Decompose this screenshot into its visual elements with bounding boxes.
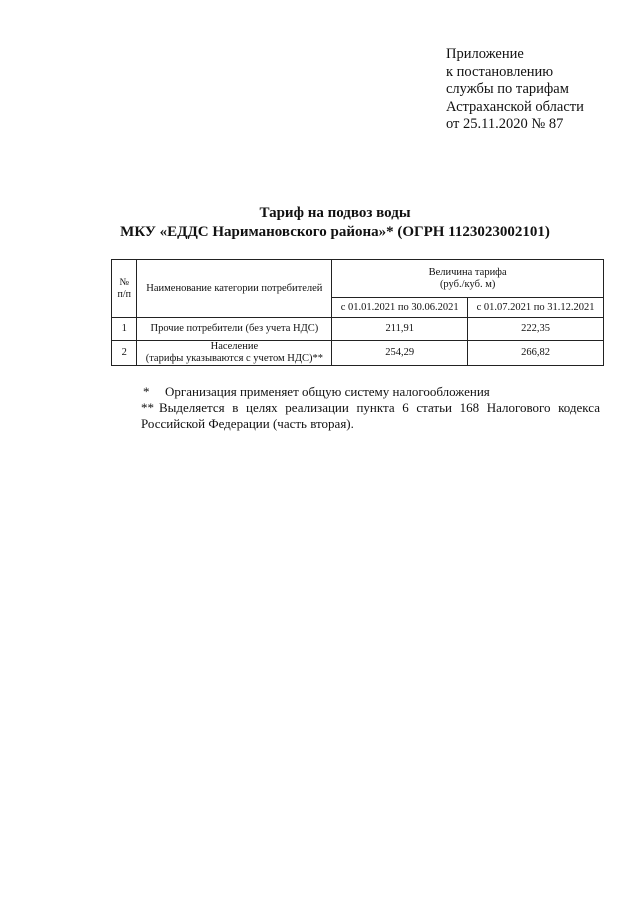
row-category: Прочие потребители (без учета НДС) [137,318,332,341]
header-num [112,260,137,318]
appendix-line: Приложение [446,46,524,62]
header-tariff [332,260,604,298]
footnote [113,384,600,400]
row-value-period-2: 266,82 [468,341,604,366]
header-tariff-line1: Величина тарифа [428,266,507,278]
appendix-line: к постановлению [446,63,554,80]
tariff-table [111,259,604,366]
footnote-text: Выделяется в целях реализации пункта 6 статьи 168 Налогового кодекса Российской Федерации (часть вторая). [141,400,600,431]
footnote [113,400,600,432]
appendix-line: службы по тарифам [446,81,569,97]
footnote-mark: ** [141,400,154,415]
header-period-2: с 01.07.2021 по 31.12.2021 [468,298,604,318]
row-num: 1 [112,318,137,341]
header-category: Наименование категории потребителей [137,260,332,318]
footnote-text: Организация применяет общую систему налогообложения [165,384,490,399]
footnote-mark: * [143,384,150,399]
table-row [112,341,604,366]
row-value-period-2: 222,35 [468,318,604,341]
table-row [112,318,604,341]
table-header-row [112,260,604,298]
appendix-block [446,46,584,134]
header-num-line2: п/п [117,288,131,300]
header-period-1: с 01.01.2021 по 30.06.2021 [332,298,468,318]
row-category-line2: (тарифы указываются с учетом НДС)** [145,353,324,364]
row-category-line1: Население [210,341,259,352]
row-num: 2 [112,341,137,366]
appendix-line: Астраханской области [446,98,584,115]
row-value-period-1: 254,29 [332,341,468,366]
row-value-period-1: 211,91 [332,318,468,341]
document-subtitle: МКУ «ЕДДС Наримановского района»* (ОГРН 1123023002101) [120,224,550,240]
header-num-line1: № [119,276,129,288]
row-category [137,341,332,366]
document-title: Тариф на подвоз воды [259,205,411,221]
appendix-line: от 25.11.2020 № 87 [446,116,564,132]
header-tariff-line2: (руб./куб. м) [439,278,496,290]
footnotes [113,384,600,432]
